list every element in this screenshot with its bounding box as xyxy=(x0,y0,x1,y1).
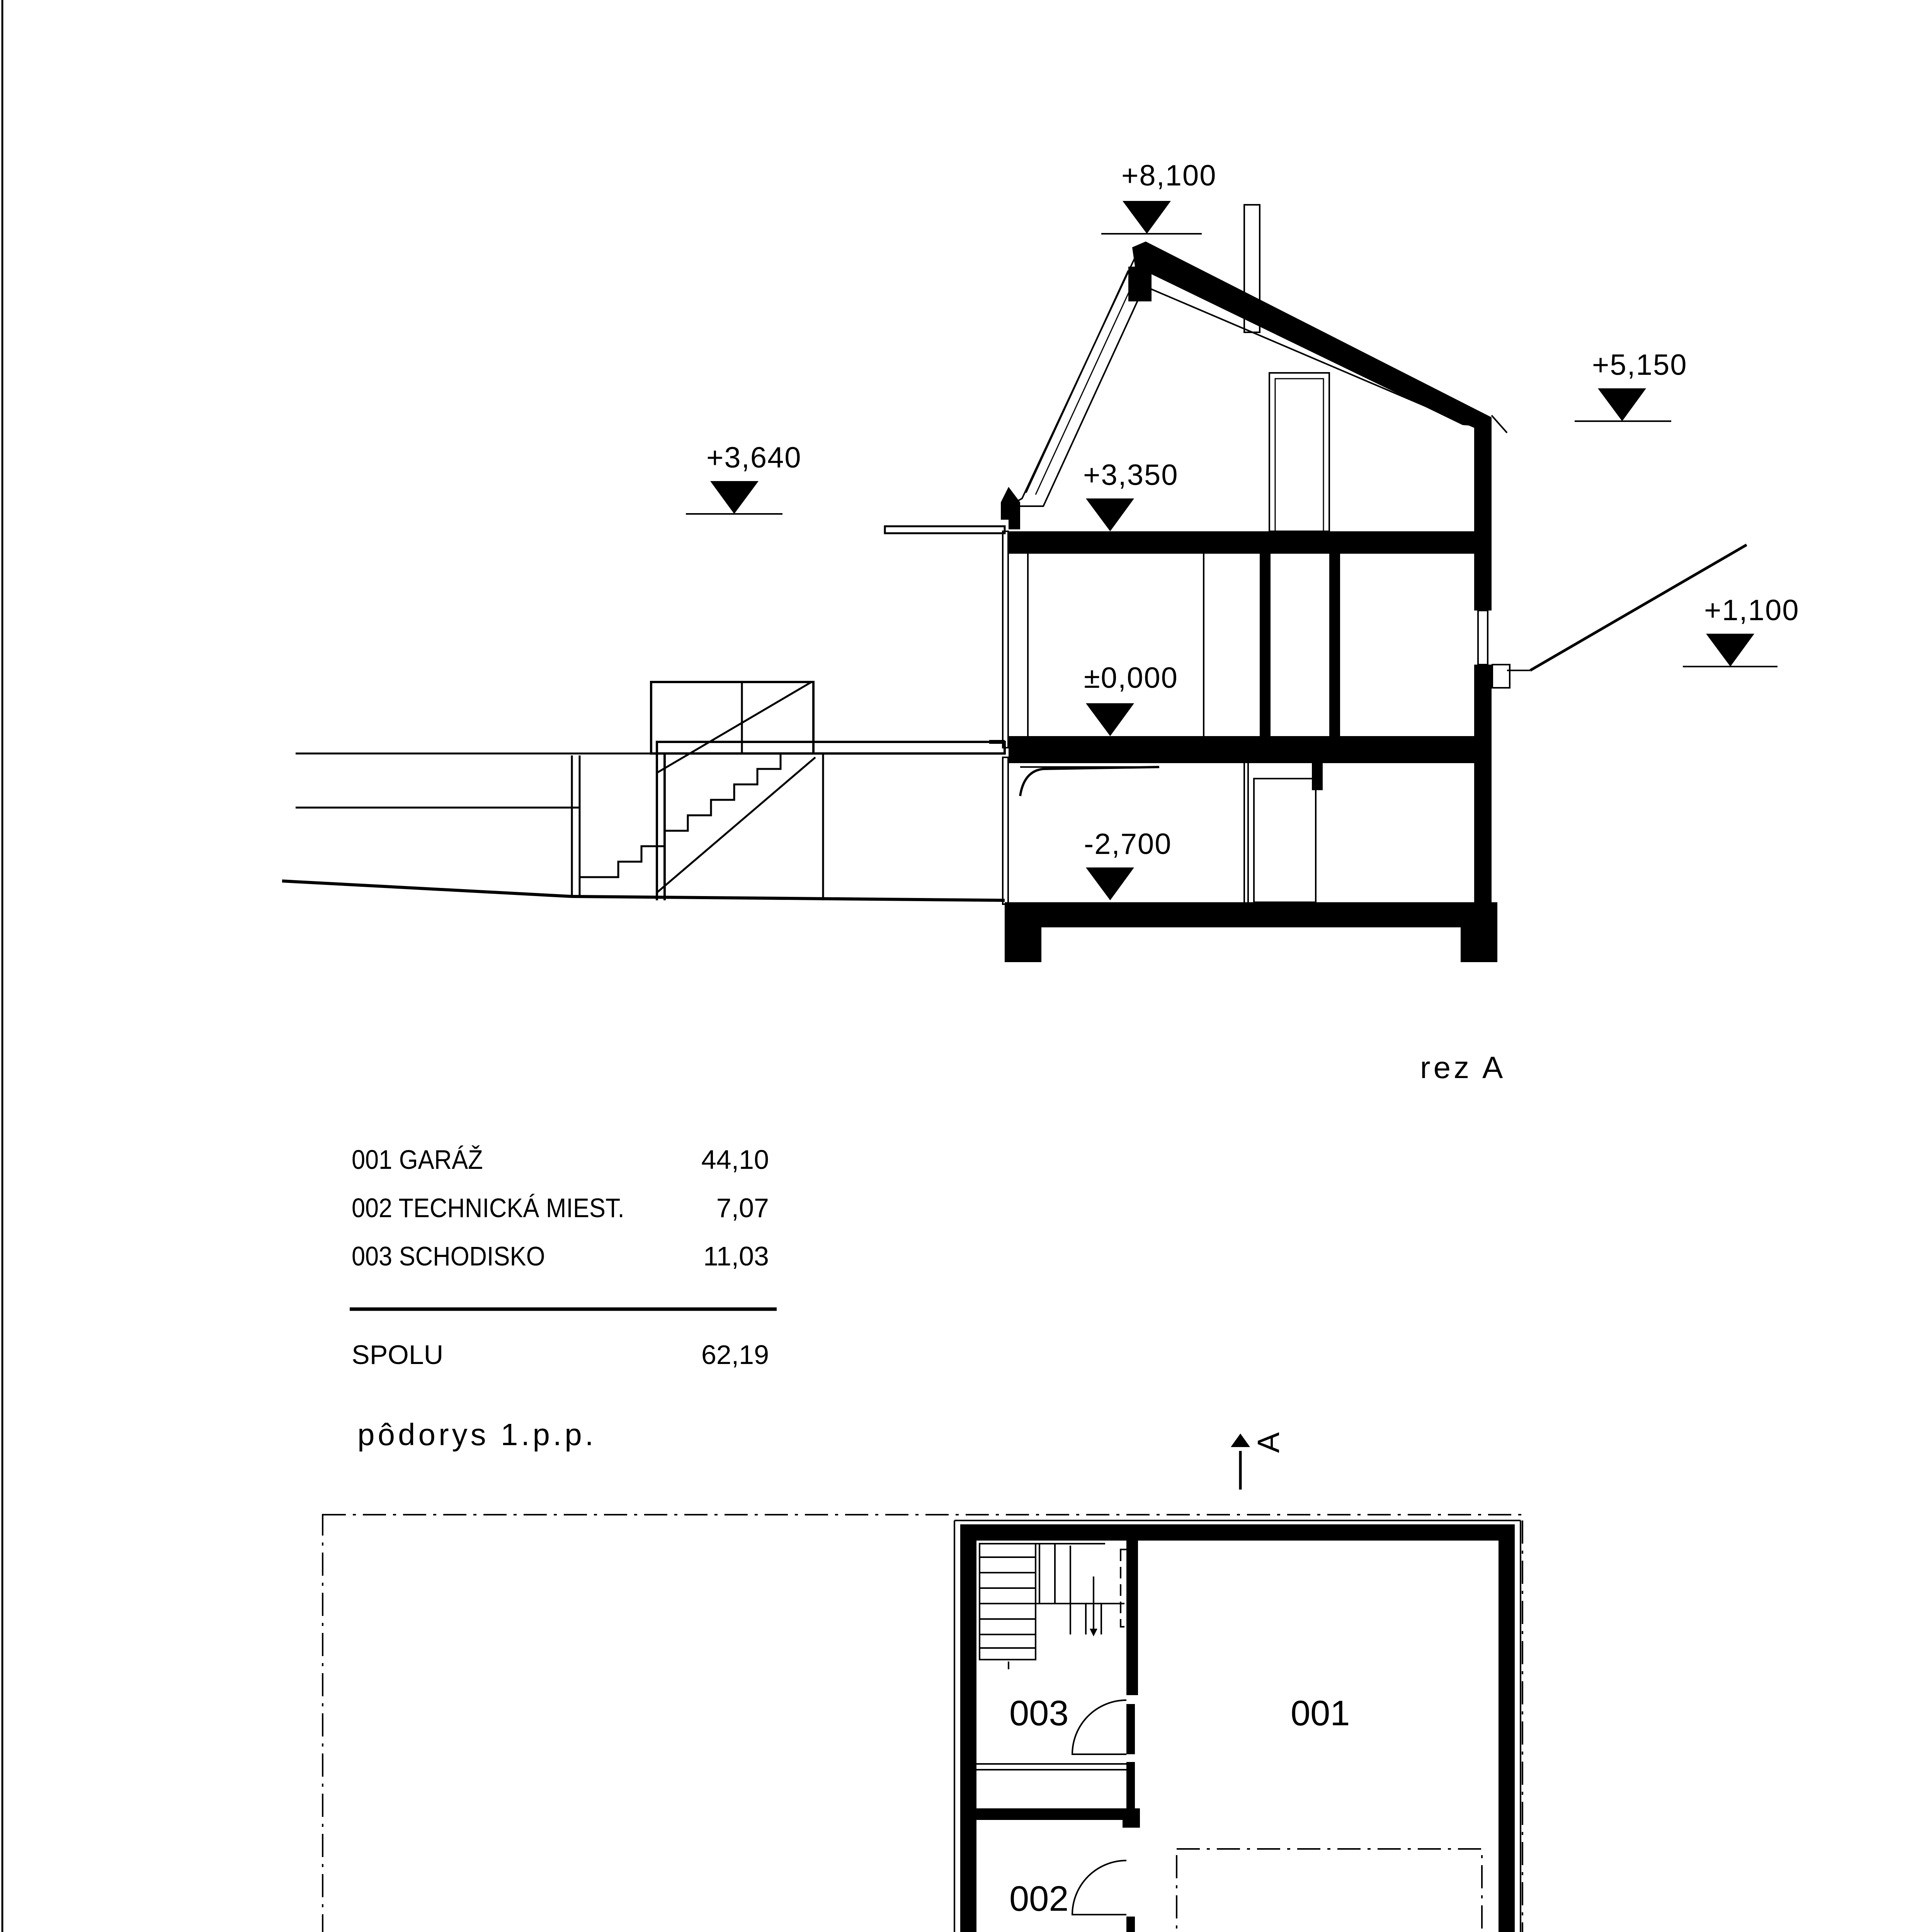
svg-text:+3,350: +3,350 xyxy=(1083,459,1179,492)
plan-title: pôdorys 1.p.p. xyxy=(357,1417,597,1452)
room-label-002: 002 xyxy=(1009,1879,1069,1918)
svg-text:44,10: 44,10 xyxy=(701,1145,769,1175)
svg-text:+5,150: +5,150 xyxy=(1592,349,1687,381)
svg-text:+1,100: +1,100 xyxy=(1704,594,1800,627)
svg-text:+3,640: +3,640 xyxy=(706,441,802,474)
svg-text:002 TECHNICKÁ MIEST.: 002 TECHNICKÁ MIEST. xyxy=(352,1193,624,1223)
svg-text:A: A xyxy=(1251,1432,1286,1453)
room-label-001: 001 xyxy=(1291,1694,1350,1733)
svg-text:003 SCHODISKO: 003 SCHODISKO xyxy=(352,1241,545,1272)
svg-text:±0,000: ±0,000 xyxy=(1084,662,1178,694)
svg-text:+8,100: +8,100 xyxy=(1121,159,1217,192)
svg-text:-2,700: -2,700 xyxy=(1084,828,1172,861)
svg-text:62,19: 62,19 xyxy=(701,1340,769,1370)
svg-text:11,03: 11,03 xyxy=(703,1241,769,1271)
svg-text:7,07: 7,07 xyxy=(716,1193,769,1223)
room-label-003: 003 xyxy=(1009,1694,1069,1733)
svg-text:001 GARÁŽ: 001 GARÁŽ xyxy=(352,1145,483,1175)
section-title: rez A xyxy=(1420,1050,1506,1085)
svg-text:SPOLU: SPOLU xyxy=(352,1340,444,1370)
